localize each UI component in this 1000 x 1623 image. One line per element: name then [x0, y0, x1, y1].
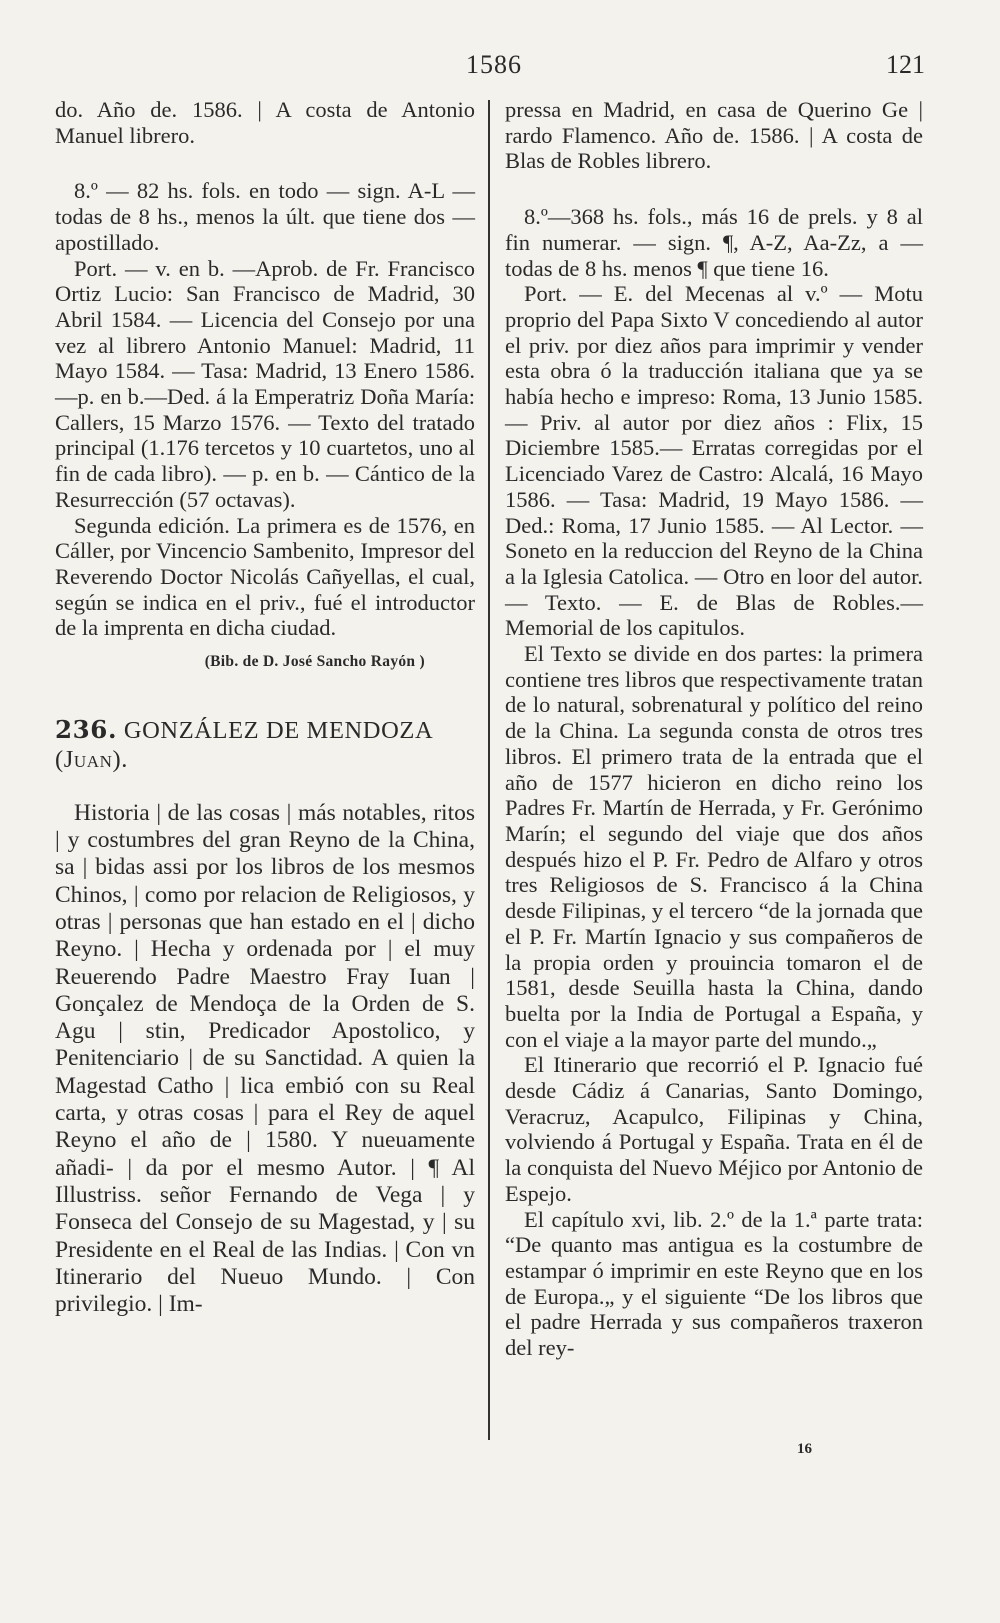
left-paragraph-collation: 8.º — 82 hs. fols. en todo — sign. A-L — todas de 8 hs., menos la últ. que tiene dos — apostillado.	[55, 178, 475, 255]
left-column	[55, 97, 475, 1318]
right-paragraph-chapter: El capítulo xvi, lib. 2.º de la 1.ª parte trata: “De quanto mas antigua es la costumbre de estampar ó imprimir en este Reyno que en los de Europa.„ y el siguiente “De los libros que el padre Herrada y sus compañeros traxeron del rey-	[505, 1206, 923, 1361]
column-divider	[488, 100, 490, 1440]
left-paragraph-imprint: do. Año de. 1586. | A costa de Antonio Manuel librero.	[55, 97, 475, 148]
entry-title-transcription: Historia | de las cosas | más notables, ritos | y costumbres del gran Reyno de la China, sa | bidas assi por los libros de los mesmos Chinos, | como por relacion de Religiosos, y otras | personas que han estado en el | dicho Reyno. | Hecha y ordenada por | el muy Reuerendo Padre Maestro Fray Iuan | Gonçalez de Mendoça de la Orden de S. Agu | stin, Predicador Apostolico, y Penitenciario | de su Sanctidad. A quien la Magestad Catho | lica embió con su Real carta, y otras cosas | para el Rey de aquel Reyno el año de | 1580. Y nueuamente añadi- | da por el mesmo Autor. | ¶ Al Illustriss. señor Fernando de Vega | y Fonseca del Consejo de su Magestad, y | su Presidente en el Real de las Indias. | Con vn Itinerario del Nueuo Mundo. | Con privilegio. | Im-	[55, 799, 475, 1318]
entry-heading	[55, 715, 475, 774]
printer-signature-mark: 16	[797, 1441, 812, 1457]
entry-number: 236.	[55, 714, 118, 744]
entry-author-surname: GONZÁLEZ DE MENDOZA	[123, 716, 434, 744]
right-paragraph-imprint: pressa en Madrid, en casa de Querino Ge | rardo Flamenco. Año de. 1586. | A costa de Blas de Robles librero.	[505, 97, 923, 174]
right-paragraph-contents: Port. — E. del Mecenas al v.º — Motu proprio del Papa Sixto V concediendo al autor el priv. por diez años para imprimir y vender esta obra ó la traducción italiana que ya se había hecho e impreso: Roma, 13 Junio 1585. — Priv. al autor por diez años : Flix, 15 Diciembre 1585.— Erratas corregidas por el Licenciado Varez de Castro: Alcalá, 16 Mayo 1586. — Tasa: Madrid, 19 Mayo 1586. — Ded.: Roma, 17 Junio 1585. — Al Lector. — Soneto en la reduccion del Reyno de la China a la Iglesia Catolica. — Otro en loor del autor. — Texto. — E. de Blas de Robles.— Memorial de los capitulos.	[505, 281, 923, 641]
page-number: 121	[886, 50, 925, 79]
right-column	[505, 97, 923, 1361]
library-attribution: (Bib. de D. José Sancho Rayón )	[204, 653, 425, 671]
left-paragraph-contents: Port. — v. en b. —Aprob. de Fr. Francisco Ortiz Lucio: San Francisco de Madrid, 30 Abril 1584. — Licencia del Consejo por una vez al librero Antonio Manuel: Madrid, 11 Mayo 1584. — Tasa: Madrid, 13 Enero 1586.—p. en b.—Ded. á la Emperatriz Doña María: Callers, 15 Marzo 1576. — Texto del tratado principal (1.176 tercetos y 10 cuartetos, uno al fin de cada libro). — p. en b. — Cántico de la Resurrección (57 octavas).	[55, 255, 475, 512]
right-paragraph-collation: 8.º—368 hs. fols., más 16 de prels. y 8 al fin numerar. — sign. ¶, A-Z, Aa-Zz, a — todas de 8 hs. menos ¶ que tiene 16.	[505, 204, 923, 281]
right-paragraph-text-parts: El Texto se divide en dos partes: la primera contiene tres libros que respectivamente tratan de lo natural, sobrenatural y político del reino de la China. La segunda consta de otros tres libros. El primero trata de la entrada que el año de 1577 hicieron en dicho reino los Padres Fr. Martín de Herrada, y Fr. Gerónimo Marín; el segundo del viaje que dos años después hizo el P. Fr. Pedro de Alfaro y otros tres Religiosos de S. Francisco á la China desde Filipinas, y el tercero “de la jornada que el P. Fr. Martín Ignacio y sus compañeros de la propia orden y prouincia tomaron el de 1581, desde Seuilla hasta la China, dando buelta por la India de Portugal a España, y con el viaje a la mayor parte del mundo.„	[505, 641, 923, 1052]
running-head-year: 1586	[466, 50, 522, 79]
left-paragraph-note: Segunda edición. La primera es de 1576, en Cáller, por Vincencio Sambenito, Impresor del Reverendo Doctor Nicolás Cañyellas, el cual, según se indica en el priv., fué el introductor de la imprenta en dicha ciudad.	[55, 512, 475, 641]
entry-author-given: (Juan).	[55, 745, 129, 773]
right-paragraph-itinerary: El Itinerario que recorrió el P. Ignacio fué desde Cádiz á Canarias, Santo Domingo, Veracruz, Acapulco, Filipinas y China, volviendo á Portugal y España. Trata en él de la conquista del Nuevo Méjico por Antonio de Espejo.	[505, 1052, 923, 1206]
